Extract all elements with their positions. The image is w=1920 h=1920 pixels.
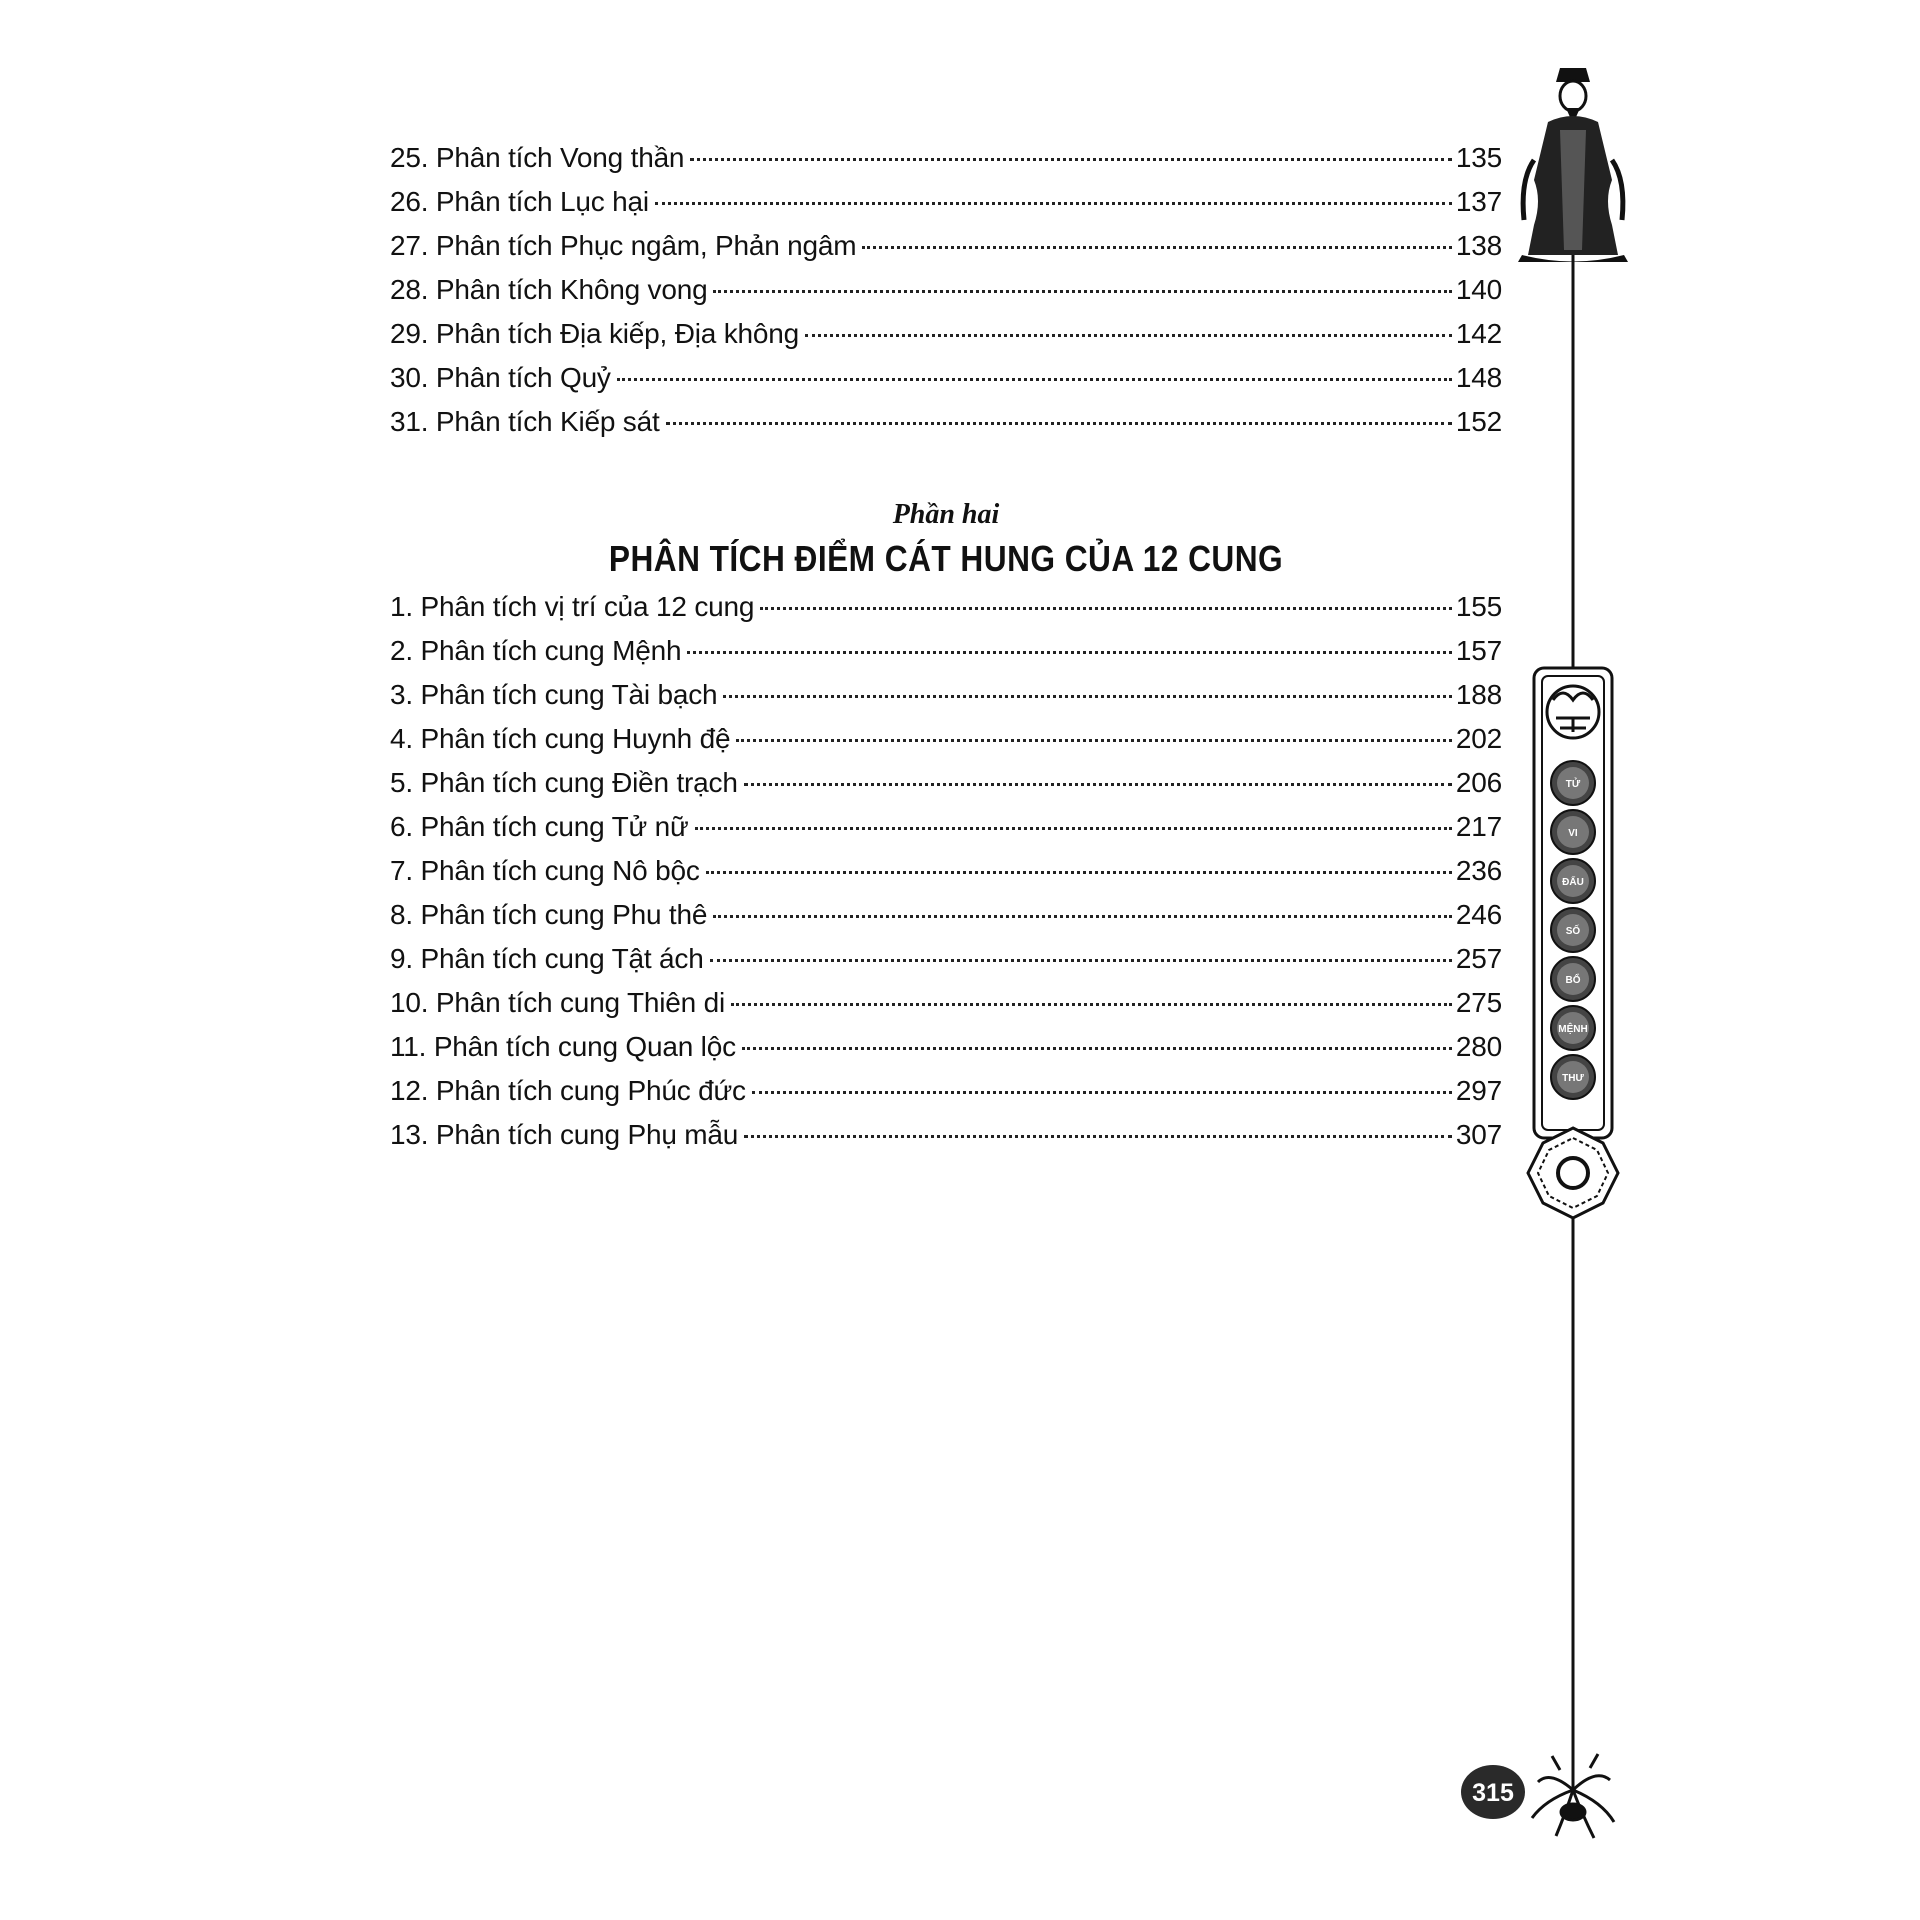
toc-entry-page: 142 <box>1455 318 1502 349</box>
toc-entry-page: 140 <box>1455 274 1502 305</box>
toc-entry-title: 31. Phân tích Kiếp sát <box>390 406 660 437</box>
toc-entry-title: 8. Phân tích cung Phu thê <box>390 899 708 930</box>
page-number: 315 <box>1472 1779 1514 1807</box>
toc-entry-title: 10. Phân tích cung Thiên di <box>390 987 725 1018</box>
toc-entry-title: 9. Phân tích cung Tật ách <box>390 943 704 974</box>
toc-entry-title: 2. Phân tích cung Mệnh <box>390 635 682 666</box>
toc-entry-page: 257 <box>1455 943 1502 974</box>
sidebar-bead <box>1551 1006 1595 1050</box>
toc-entry-page: 297 <box>1455 1075 1502 1106</box>
toc-entry-page: 307 <box>1455 1119 1502 1150</box>
page-number-badge <box>1461 1765 1525 1819</box>
sidebar-bead-label: THƯ <box>1562 1073 1584 1084</box>
sidebar-bead <box>1551 859 1595 903</box>
sidebar-bead <box>1551 957 1595 1001</box>
scholar-figure-icon <box>1518 68 1628 262</box>
toc-entry-page: 206 <box>1455 767 1502 798</box>
toc-entry-title: 30. Phân tích Quỷ <box>390 362 611 393</box>
toc-entry-title: 13. Phân tích cung Phụ mẫu <box>390 1119 739 1150</box>
toc-entry-title: 3. Phân tích cung Tài bạch <box>390 679 718 710</box>
part-label: Phần hai <box>892 499 1000 530</box>
toc-entry-title: 27. Phân tích Phục ngâm, Phản ngâm <box>390 230 857 261</box>
toc-entry-page: 236 <box>1455 855 1502 886</box>
toc-entry-page: 137 <box>1455 186 1502 217</box>
toc-entry-page: 280 <box>1455 1031 1502 1062</box>
toc-entry-title: 5. Phân tích cung Điền trạch <box>390 767 738 798</box>
toc-entry-page: 152 <box>1455 406 1502 437</box>
toc-entry-title: 11. Phân tích cung Quan lộc <box>390 1031 736 1062</box>
sidebar-bead-label: VI <box>1568 828 1578 839</box>
sidebar-bead-label: ĐẨU <box>1562 877 1584 888</box>
toc-entry-page: 138 <box>1455 230 1502 261</box>
toc-entry-title: 7. Phân tích cung Nô bộc <box>390 855 700 886</box>
toc-entry-page: 202 <box>1455 723 1502 754</box>
sidebar-bead-label: TỬ <box>1565 779 1581 790</box>
cloud-ornament-icon <box>1547 686 1599 738</box>
toc-entry-title: 6. Phân tích cung Tử nữ <box>390 811 689 842</box>
plant-ornament-icon <box>1532 1752 1614 1838</box>
toc-entry-title: 26. Phân tích Lục hại <box>390 186 649 217</box>
toc-entry-page: 275 <box>1455 987 1502 1018</box>
toc-entry-title: 25. Phân tích Vong thần <box>390 142 685 173</box>
sidebar-bead-label: BỔ <box>1565 975 1581 986</box>
toc-entry-title: 28. Phân tích Không vong <box>390 274 708 305</box>
toc-entry-page: 188 <box>1455 679 1502 710</box>
sidebar-bead-label: SỐ <box>1565 926 1581 937</box>
sidebar-bead <box>1551 810 1595 854</box>
toc-entry-page: 135 <box>1455 142 1502 173</box>
toc-entry-title: 29. Phân tích Địa kiếp, Địa không <box>390 318 799 349</box>
sidebar-bead <box>1551 1055 1595 1099</box>
toc-entry-page: 148 <box>1455 362 1502 393</box>
toc-entry-page: 217 <box>1455 811 1502 842</box>
bagua-ornament-icon <box>1528 1128 1618 1218</box>
toc-entry-page: 155 <box>1455 591 1502 622</box>
toc-entry-title: 12. Phân tích cung Phúc đức <box>390 1075 746 1106</box>
toc-entry-page: 246 <box>1455 899 1502 930</box>
sidebar-bead <box>1551 761 1595 805</box>
part-title: PHÂN TÍCH ĐIỂM CÁT HUNG CỦA 12 CUNG <box>608 538 1284 579</box>
toc-entry-page: 157 <box>1455 635 1502 666</box>
toc-entry-title: 4. Phân tích cung Huynh đệ <box>390 723 731 754</box>
toc-entry-title: 1. Phân tích vị trí của 12 cung <box>390 591 755 622</box>
sidebar-bead <box>1551 908 1595 952</box>
sidebar-bead-label: MỆNH <box>1558 1024 1588 1035</box>
